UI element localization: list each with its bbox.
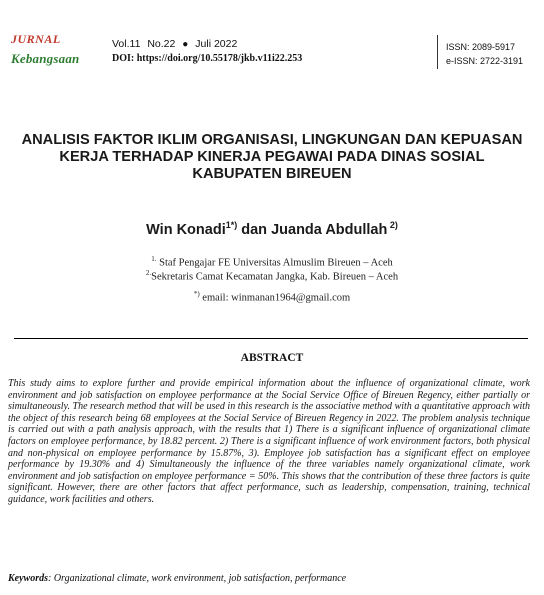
- doi-link[interactable]: https://doi.org/10.55178/jkb.v11i22.253: [136, 53, 303, 64]
- affiliation-2: [0, 269, 544, 283]
- logo-text-kebangsaan: Kebangsaan: [11, 51, 80, 66]
- logo-text-jurnal: JURNAL: [11, 32, 61, 46]
- issue-info: [112, 37, 302, 66]
- volume: Vol.11: [112, 38, 141, 50]
- abstract-heading: ABSTRACT: [240, 352, 304, 364]
- affiliation-sup: 2.: [145, 269, 152, 277]
- doi-line: [112, 52, 302, 66]
- issn: ISSN: 2089-5917: [446, 42, 516, 52]
- issue-date: Juli 2022: [195, 38, 238, 50]
- paper-title: ANALISIS FAKTOR IKLIM ORGANISASI, LINGKUNGAN DAN KEPUASAN KERJA TERHADAP KINERJA PEGAWAI PADA DINAS SOSIAL KABUPATEN BIREUEN: [21, 132, 523, 182]
- author-name: Win Konadi: [146, 221, 226, 238]
- author-sup: 2): [387, 220, 398, 230]
- authors: [0, 220, 544, 238]
- email-sup: *): [193, 290, 200, 298]
- affiliation-1: [0, 255, 544, 269]
- issn-block: [446, 40, 523, 68]
- horizontal-rule: [14, 338, 528, 339]
- keywords-value: : Organizational climate, work environment, job satisfaction, performance: [48, 573, 347, 584]
- keywords-label: Keywords: [8, 573, 48, 584]
- email-line: [0, 290, 544, 304]
- email-address[interactable]: email: winmanan1964@gmail.com: [199, 292, 351, 304]
- author-sup: 1*): [225, 220, 238, 230]
- keywords: [8, 573, 530, 584]
- affiliation-sup: 1.: [151, 255, 157, 263]
- eissn: e-ISSN: 2722-3191: [446, 56, 524, 66]
- journal-logo: [11, 32, 79, 67]
- number: No.22: [147, 38, 176, 50]
- abstract-body: This study aims to explore further and provide empirical information about the influence of organizational climate, work environment and job satisfaction on employee performance at the Social Service Office of Bireuen Regency, either partially or simultaneously. The research method that will be used in this research is the associative method with a quantitative approach with the object of this research being 68 employees at the Social Service of Bireuen Regency in 2022. The problem analysis technique is carried out with a path analysis approach, with the results that 1) There is a significant influence of organizational climate factors on employee performance, by 18.82 percent. 2) There is a significant influence of work environment factors, both physical and non-physical on employee performance by 15.87%, 3). Employee job satisfaction has a significant effect on employee performance by 19.30% and 4) Simultaneously the influence of the three variables namely organizational climate, work environment and job satisfaction on employee performance = 50%. This shows that the contribution of these three factors is quite significant. However, there are other factors that affect performance, such as leadership, compensation, training, technical guidance, work facilities and others.: [8, 378, 530, 505]
- issue-line: [112, 37, 302, 52]
- separator-dot: ●: [182, 39, 189, 50]
- author-name: Juanda Abdullah: [271, 221, 388, 238]
- header-divider: [437, 35, 438, 69]
- doi-label: DOI:: [112, 53, 135, 64]
- author-connector: dan: [237, 221, 272, 238]
- affiliation-text: Sekretaris Camat Kecamatan Jangka, Kab. Bireuen – Aceh: [151, 271, 399, 283]
- affiliation-text: Staf Pengajar FE Universitas Almuslim Bireuen – Aceh: [156, 257, 393, 269]
